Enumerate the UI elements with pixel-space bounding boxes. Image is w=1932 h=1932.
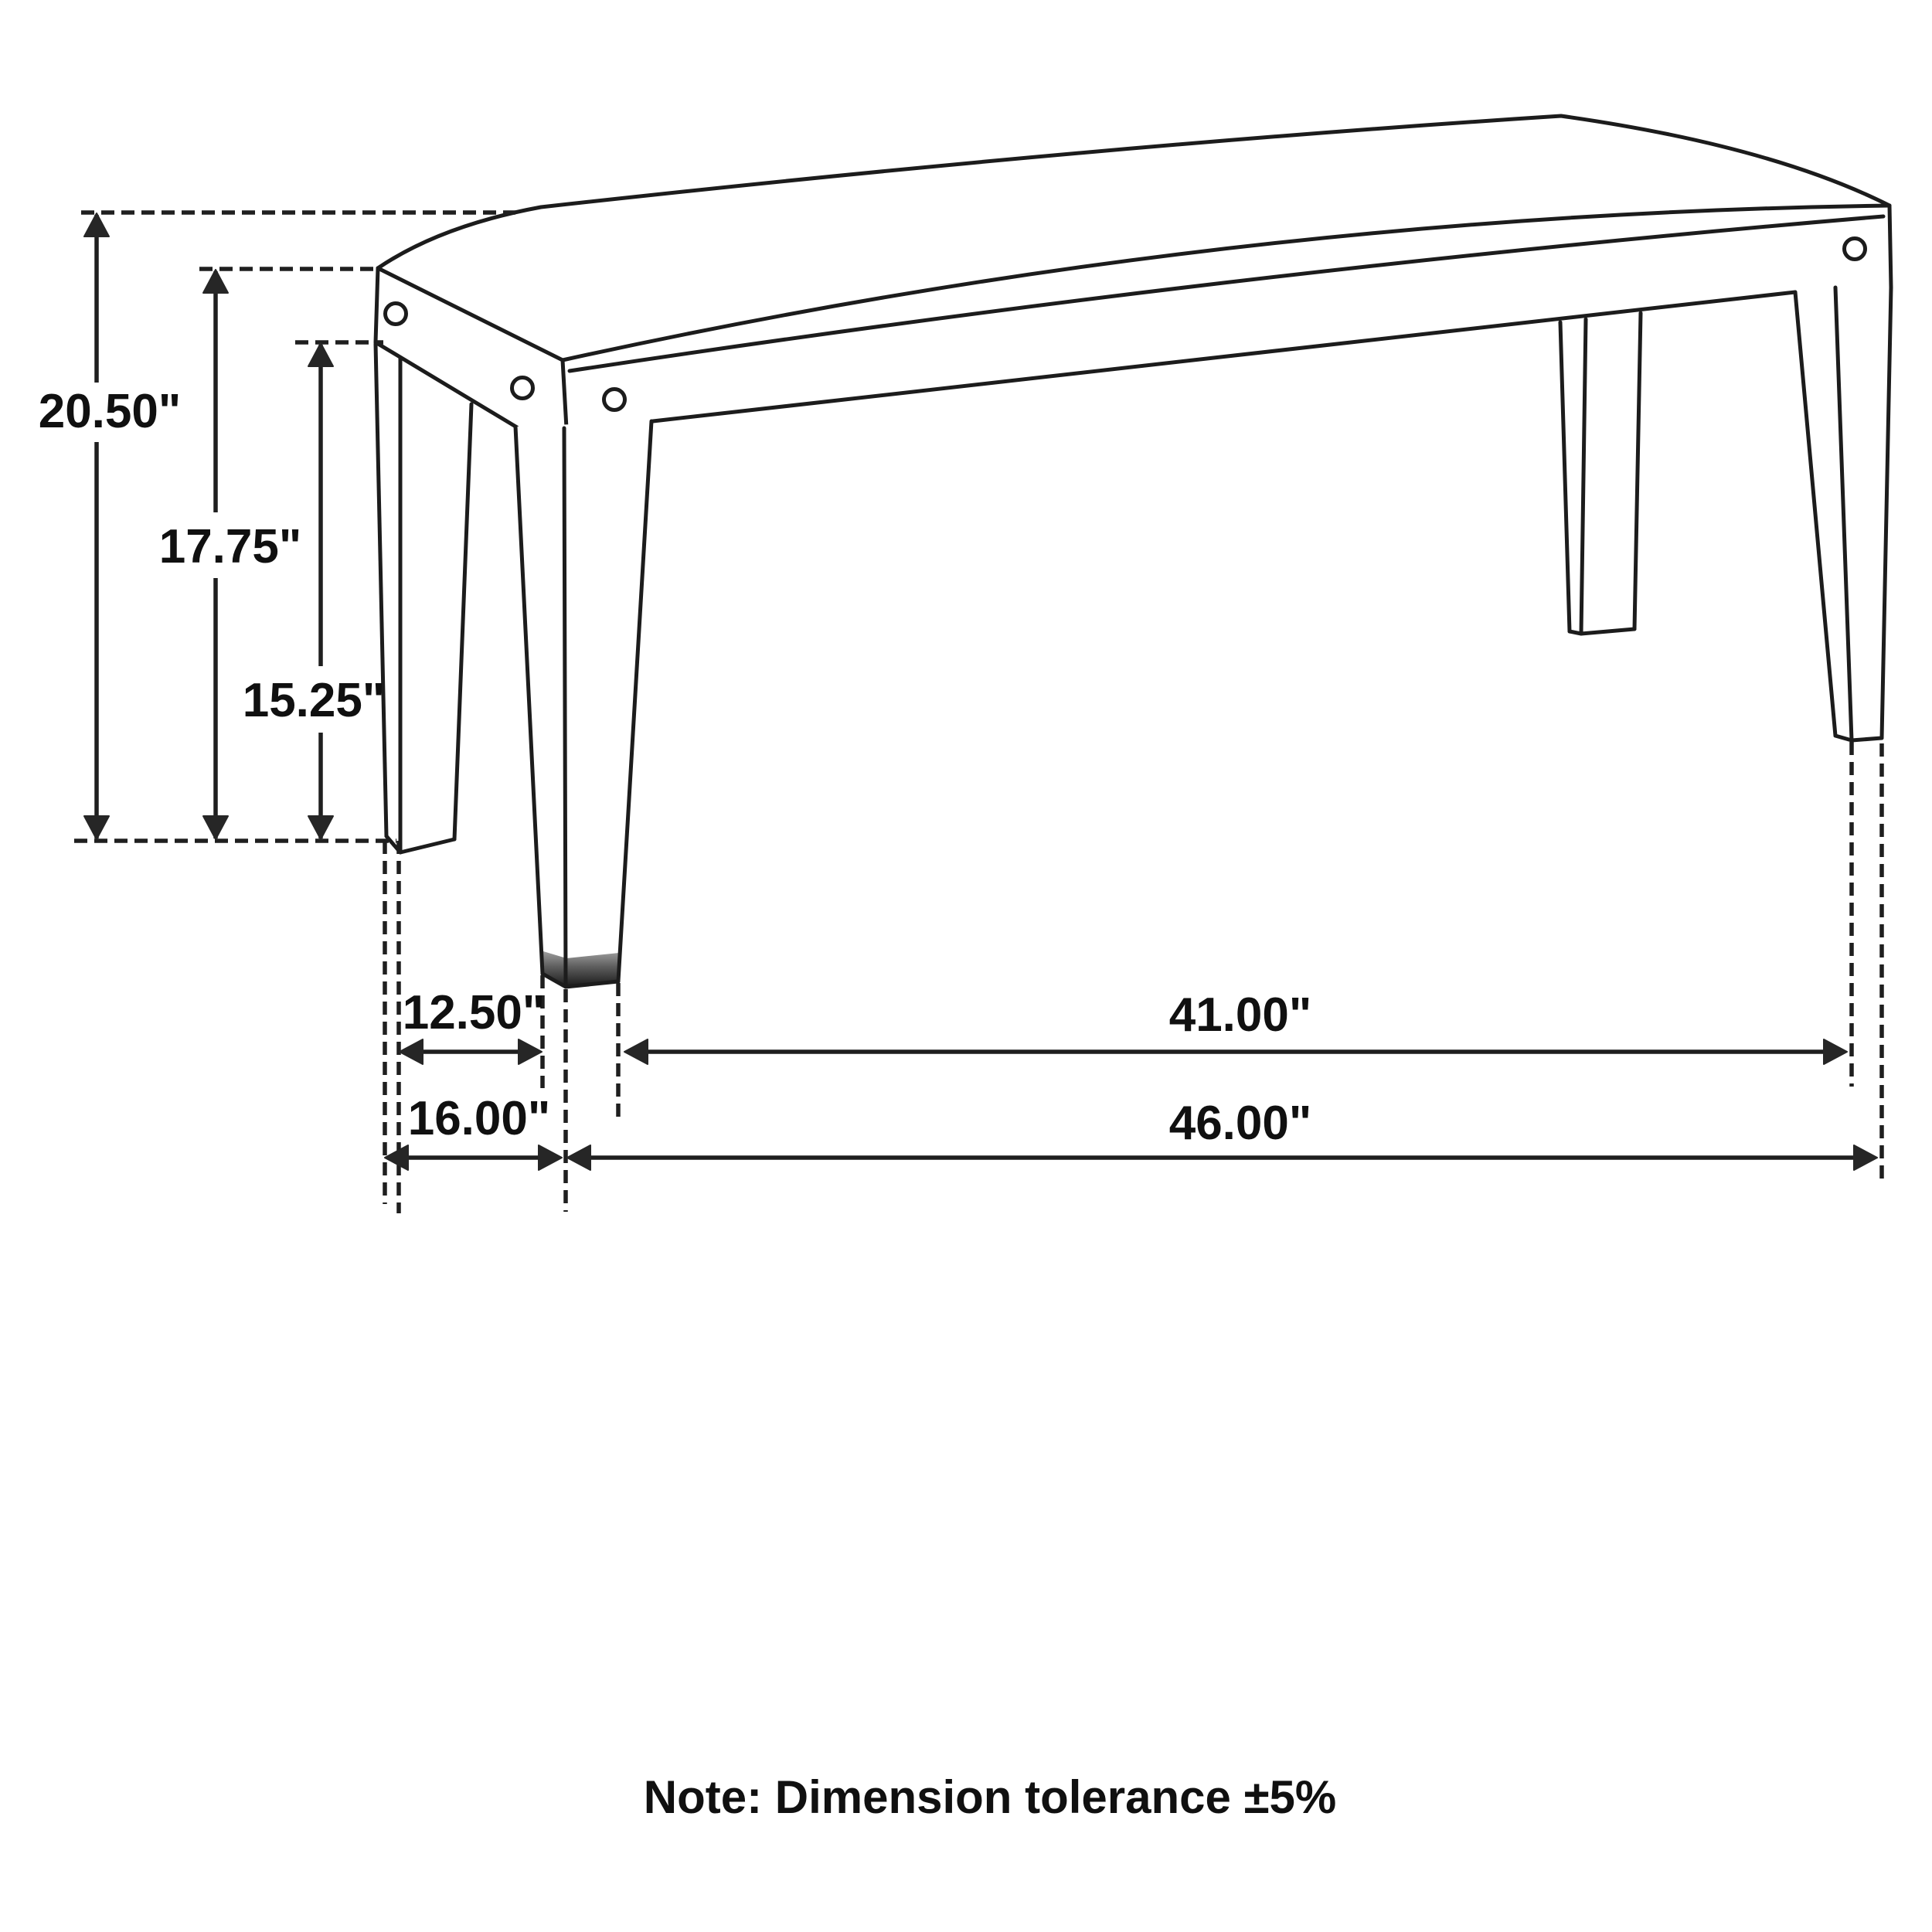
dim-seat-edge-height-label: 17.75" (158, 520, 302, 573)
bench-rear-right-leg (1560, 313, 1641, 634)
bench-front-right-leg (1795, 287, 1891, 740)
bench-front-left-leg (515, 421, 651, 987)
dim-leg-gap-length-label: 41.00" (1168, 988, 1312, 1042)
bench-rear-left-leg (376, 344, 471, 852)
tolerance-note: Note: Dimension tolerance ±5% (643, 1771, 1337, 1823)
dim-underframe-clearance-label: 15.25" (242, 674, 386, 727)
bench-seat-body (376, 116, 1891, 428)
dim-overall-depth-label: 16.00" (407, 1092, 551, 1145)
dim-leg-gap-depth-label: 12.50" (402, 986, 546, 1039)
dim-overall-height-label: 20.50" (38, 385, 182, 438)
dim-overall-length-label: 46.00" (1168, 1097, 1312, 1150)
